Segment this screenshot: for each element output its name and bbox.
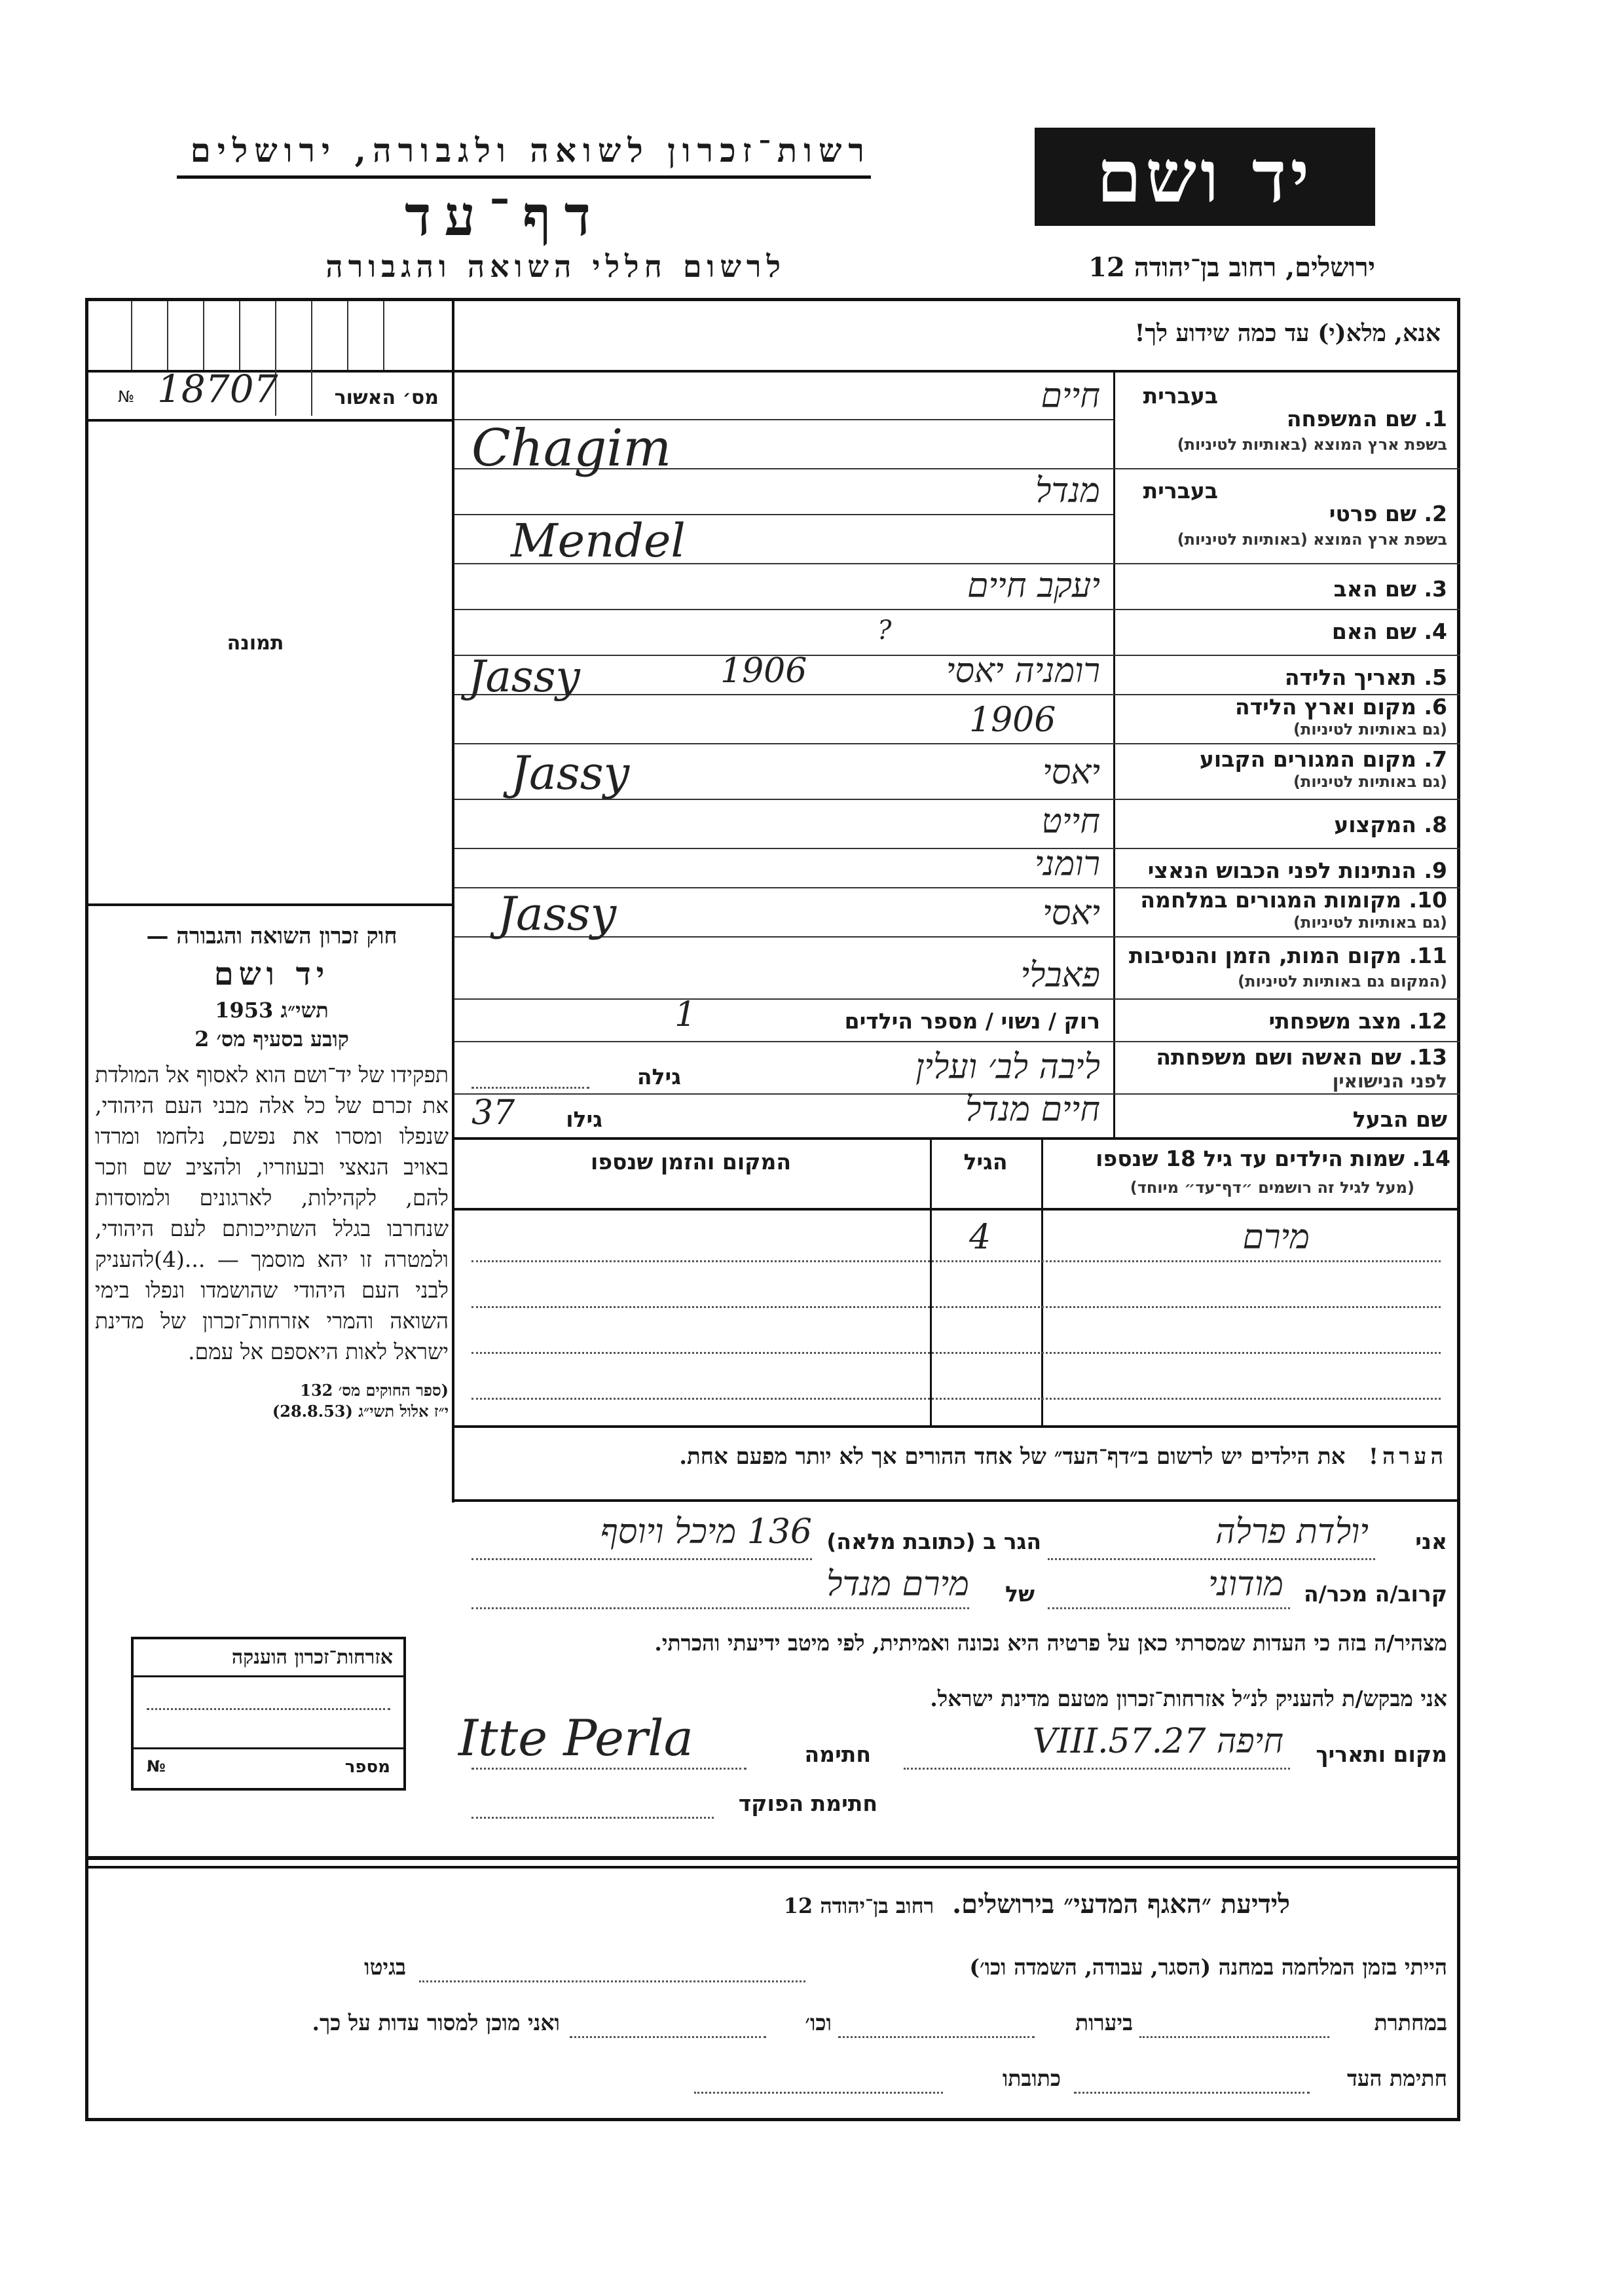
field-8-number: 8.	[1424, 812, 1447, 837]
field-10-label	[1120, 887, 1447, 913]
law-reference-1: (ספר החוקים מס׳ 132	[300, 1381, 449, 1400]
children-col-divider-2	[930, 1137, 932, 1425]
decl-address-value: 136 מיכל ויוסף	[600, 1512, 812, 1552]
field-1-hebrew-value: חיים	[1041, 376, 1100, 416]
info-line3-dots-2	[694, 2092, 943, 2094]
footer-double-rule-2	[88, 1866, 1457, 1868]
field-1-number: 1.	[1424, 406, 1447, 431]
permit-number-value: 18707	[157, 367, 278, 411]
field-12-label	[1120, 1008, 1447, 1034]
tick-1	[131, 301, 132, 370]
field-9-value: רומני	[1034, 845, 1100, 884]
field-7-number: 7.	[1424, 746, 1447, 772]
tick-7	[347, 301, 348, 370]
decl-address-line	[471, 1558, 812, 1560]
decl-officer-line	[471, 1817, 714, 1819]
field-2-label	[1231, 501, 1447, 526]
memorial-box-no-sign: №	[147, 1757, 166, 1776]
info-line2-a: במחתרת	[1374, 2010, 1447, 2035]
decl-relation-value: מודוני	[1208, 1565, 1283, 1604]
val-line-6	[454, 743, 1113, 744]
wife-age-label: גילה	[637, 1064, 681, 1089]
field-1-label	[1231, 406, 1447, 431]
children-count-value: 1	[674, 995, 697, 1034]
field-11-sub: (המקום גם באותיות לטיניות)	[1238, 972, 1447, 991]
organization-name: רשות־זכרון לשואה ולגבורה, ירושלים	[190, 131, 871, 170]
decl-relative-label: קרוב/ה מכר/ה	[1304, 1581, 1447, 1607]
children-col-divider-1	[1041, 1137, 1043, 1425]
wife-age-line	[471, 1087, 589, 1089]
decl-of-line	[471, 1607, 969, 1609]
field-10-name: מקומות המגורים במלחמה	[1140, 887, 1402, 913]
memorial-box-divider	[134, 1747, 403, 1749]
memorial-box-line	[147, 1708, 390, 1710]
decl-i-label: אני	[1415, 1529, 1447, 1554]
field-7-sub: (גם באותיות לטיניות)	[1293, 773, 1447, 791]
row-sep-10	[1113, 936, 1460, 938]
info-line2-dots-2	[838, 2036, 1035, 2038]
field-2-sub: בשפת ארץ המוצא (באותיות לטיניות)	[1177, 530, 1447, 549]
field-10-sub: (גם באותיות לטיניות)	[1293, 913, 1447, 932]
field-9-label	[1120, 858, 1447, 883]
field-13-label	[1120, 1044, 1447, 1070]
child-row-1-name: מירם	[1242, 1218, 1310, 1257]
photo-label: תמונה	[227, 632, 284, 655]
law-year: תשי״ג 1953	[215, 998, 329, 1023]
field-12-name: מצב משפחתי	[1268, 1008, 1402, 1034]
info-title-text: לידיעת ״האגף המדעי״ בירושלים.	[952, 1889, 1290, 1920]
law-title: חוק זכרון השואה והגבורה —	[146, 923, 397, 949]
row-sep-7	[1113, 799, 1460, 800]
husband-rule	[454, 1137, 1460, 1140]
info-line3-b: כתובתו	[1002, 2066, 1061, 2091]
field-1-sub: בשפת ארץ המוצא (באותיות לטיניות)	[1177, 435, 1447, 454]
decl-place-date-label: מקום ותאריך	[1316, 1741, 1447, 1767]
label-column-divider	[1113, 371, 1115, 1137]
note-label: הערה!	[1369, 1444, 1447, 1470]
field-4-label	[1120, 619, 1447, 644]
field-4-name: שם האם	[1331, 619, 1416, 644]
intro-rule	[454, 370, 1460, 373]
info-line1-dots	[419, 1980, 805, 1982]
law-text: תפקידו של יד־ושם הוא לאסוף אל המולדת את זכרם של כל אלה מבני העם היהודי, שנפלו ומסרו את נפשם, נלחמו ומרדו באויב הנאצי ובעוזריו, ולהציב שם וזכר להם, לקהילות, לארגונים ולמוסדות שנחרבו בגלל השתייכותם לעם היהודי, ולמטרה זו יהא מוסמך — ...(4)להעניק לבני העם היהודי שהושמדו ונפלו בימי השואה והמרי אזרחות־זכרון של מדינת ישראל לאות היאספם אל עמם.	[95, 1062, 449, 1364]
form-subtitle: לרשום חללי השואה והגבורה	[325, 249, 786, 284]
val-line-12	[454, 1041, 1113, 1042]
husband-age-label: גילו	[566, 1106, 602, 1132]
info-line2-dots-3	[570, 2036, 766, 2038]
decl-of-label: של	[1005, 1581, 1035, 1607]
field-10-latin-value: Jassy	[498, 887, 617, 941]
field-10-number: 10.	[1409, 887, 1447, 913]
field-5-value: 1906	[720, 651, 807, 691]
field-13-sub: לפני הנישואין	[1332, 1070, 1447, 1092]
permit-rule	[85, 419, 454, 422]
row-sep-8	[1113, 848, 1460, 849]
field-5-number: 5.	[1424, 665, 1447, 690]
husband-name-value: חיים מנדל	[965, 1090, 1100, 1129]
row-sep-2	[1113, 563, 1460, 564]
info-line3-a: חתימת העד	[1346, 2066, 1447, 2091]
intro-instruction: אנא, מלא(י) עד כמה שידוע לך!	[1134, 319, 1441, 347]
child-row-1-age: 4	[969, 1218, 991, 1257]
permit-no-sign: №	[118, 388, 134, 406]
field-2-number: 2.	[1424, 501, 1447, 526]
law-brand: יד ושם	[213, 956, 330, 993]
info-line1-a: הייתי בזמן המלחמה במחנה (הסגר, עבודה, השמדה וכו׳)	[969, 1954, 1447, 1980]
tick-6	[311, 301, 312, 416]
row-sep-12	[1113, 1041, 1460, 1042]
children-table-title	[1048, 1146, 1450, 1171]
row-sep-3	[1113, 609, 1460, 610]
memorial-box-number-label: מספר	[344, 1757, 390, 1777]
field-4-number: 4.	[1424, 619, 1447, 644]
row-sep-1	[1113, 468, 1460, 469]
field-6-hebrew-value: רומניה יאסי	[946, 651, 1100, 691]
field-5-name: תאריך הלידה	[1284, 665, 1416, 690]
field-9-number: 9.	[1424, 858, 1447, 883]
field-7-hebrew-value: יאסי	[1042, 753, 1100, 792]
husband-label: שם הבעל	[1352, 1106, 1447, 1132]
field-1-latin-value: Chagim	[471, 419, 672, 478]
field-4-value: ?	[877, 615, 892, 646]
photo-bottom-rule	[85, 903, 454, 906]
info-line2-d: ואני מוכן למסור עדות על כך.	[312, 2010, 560, 2035]
field-2-hebrew-value: מנדל	[1035, 471, 1100, 511]
val-line-11	[454, 998, 1113, 1000]
field-1-name: שם המשפחה	[1286, 406, 1416, 431]
field-6-sub: (גם באותיות לטיניות)	[1293, 720, 1447, 738]
field-12-number: 12.	[1409, 1008, 1447, 1034]
field-2-name: שם פרטי	[1329, 501, 1416, 526]
children-header-rule	[454, 1208, 1460, 1211]
row-sep-6	[1113, 743, 1460, 744]
tick-8	[383, 301, 384, 370]
tick-3	[203, 301, 204, 370]
info-line2-dots-1	[1139, 2036, 1329, 2038]
field-3-name: שם האב	[1333, 576, 1416, 602]
field-11-value: פאבלי	[1020, 956, 1100, 995]
footer-double-rule-1	[88, 1856, 1457, 1860]
field-8-name: המקצוע	[1334, 812, 1416, 837]
info-line3-dots-1	[1074, 2092, 1310, 2094]
law-box	[95, 923, 449, 1422]
law-reference	[95, 1380, 449, 1422]
children-table-number: 14.	[1412, 1146, 1450, 1171]
decl-signature-label: חתימה	[804, 1741, 871, 1767]
field-8-value: חייט	[1041, 802, 1100, 841]
field-10-hebrew-value: יאסי	[1042, 894, 1100, 933]
tick-4	[239, 301, 240, 370]
field-11-name: מקום המות, הזמן והנסיבות	[1128, 943, 1402, 968]
law-clause: קובע בסעיף מס׳ 2	[194, 1027, 349, 1051]
field-6-label	[1120, 694, 1447, 720]
marital-status-options: רוק / נשוי / מספר הילדים	[844, 1008, 1100, 1034]
decl-officer-label: חתימת הפוקד	[738, 1791, 877, 1816]
husband-age-value: 37	[471, 1093, 515, 1133]
note-text: את הילדים יש לרשום ב״דף־העד״ של אחד ההורים אך לא יותר מפעם אחת.	[679, 1444, 1346, 1470]
field-6-number: 6.	[1424, 694, 1447, 720]
field-6-latin-value: Jassy	[468, 651, 580, 702]
field-8-label	[1120, 812, 1447, 837]
field-3-number: 3.	[1424, 576, 1447, 602]
decl-name-line	[1048, 1558, 1375, 1560]
decl-place-date-line	[904, 1768, 1290, 1770]
field-3-label	[1120, 576, 1447, 602]
form-title: דף־עד	[404, 183, 604, 248]
children-table-title-text: שמות הילדים עד גיל 18 שנספו	[1096, 1146, 1405, 1171]
decl-request: אני מבקש/ת להעניק לנ״ל אזרחות־זכרון מטעם מדינת ישראל.	[930, 1686, 1447, 1711]
decl-relation-line	[1048, 1607, 1290, 1609]
children-row-line-4	[471, 1398, 1441, 1400]
field-6-extra: 1906	[969, 701, 1056, 740]
info-line1-b: בגיטו	[364, 1954, 406, 1980]
permit-number-label: מס׳ האשור	[334, 386, 439, 409]
field-13-name: שם האשה ושם משפחתה	[1156, 1044, 1402, 1070]
field-11-number: 11.	[1409, 943, 1447, 968]
memorial-citizenship-box	[131, 1637, 406, 1791]
row-sep-11	[1113, 998, 1460, 1000]
wife-name-value: ליבה לב׳ ועלין	[915, 1048, 1100, 1087]
decl-signature-value: Itte Perla	[458, 1709, 693, 1767]
decl-name-value: יולדת פרלה	[1215, 1512, 1369, 1552]
info-line2-b: ביערות	[1075, 2010, 1133, 2035]
info-line2-c: וכו׳	[805, 2010, 832, 2035]
note-top-rule	[454, 1425, 1460, 1428]
law-reference-2: י״ז אלול תשי״ג (28.8.53)	[272, 1402, 449, 1421]
field-2-latin-value: Mendel	[511, 514, 686, 568]
field-13-number: 13.	[1409, 1044, 1447, 1070]
field-9-name: הנתינות לפני הכבוש הנאצי	[1147, 858, 1416, 883]
row-sep-13	[1113, 1093, 1460, 1095]
field-11-label	[1120, 943, 1447, 968]
decl-place-date-value: חיפה 27.VIII.57	[1032, 1722, 1283, 1761]
tick-2	[167, 301, 168, 370]
decl-signature-line	[471, 1768, 747, 1770]
children-row-line-1	[471, 1260, 1441, 1262]
field-6-name: מקום וארץ הלידה	[1235, 694, 1416, 720]
field-7-name: מקום המגורים הקבוע	[1199, 746, 1416, 772]
note-bottom-rule	[454, 1499, 1460, 1502]
lang-hebrew-2: בעברית	[1143, 478, 1218, 503]
children-place-header: המקום והזמן שנספו	[591, 1149, 791, 1175]
info-address: רחוב בן־יהודה 12	[783, 1893, 934, 1918]
val-line-3	[454, 609, 1113, 610]
row-sep-4	[1113, 655, 1460, 656]
memorial-box-title: אזרחות־זכרון הוענקה	[134, 1639, 403, 1677]
field-7-latin-value: Jassy	[511, 746, 630, 800]
field-3-value: יעקב חיים	[967, 566, 1100, 606]
left-column-divider	[452, 298, 454, 1503]
children-row-line-3	[471, 1352, 1441, 1354]
header-address: ירושלים, רחוב בן־יהודה 12	[1088, 252, 1375, 283]
info-title	[504, 1889, 1290, 1920]
children-age-header: הגיל	[963, 1149, 1008, 1175]
decl-statement: מצהיר/ה בזה כי העדות שמסרתי כאן על פרטיה היא נכונה ואמיתית, לפי מיטב ידיעתי והכרתי.	[654, 1630, 1447, 1656]
children-row-line-2	[471, 1306, 1441, 1308]
decl-resides-label: הגר ב (כתובת מלאה)	[826, 1529, 1041, 1554]
field-7-label	[1120, 746, 1447, 772]
children-table-subtitle: (מעל לגיל זה רושמים ״דף־עד״ מיוחד)	[1130, 1178, 1414, 1197]
field-5-label	[1120, 665, 1447, 690]
header-rule	[177, 175, 871, 179]
decl-of-value: מירם מנדל	[826, 1565, 969, 1604]
lang-hebrew-1: בעברית	[1143, 383, 1218, 409]
note	[471, 1444, 1447, 1470]
yad-vashem-logo: יד ושם	[1035, 128, 1375, 226]
